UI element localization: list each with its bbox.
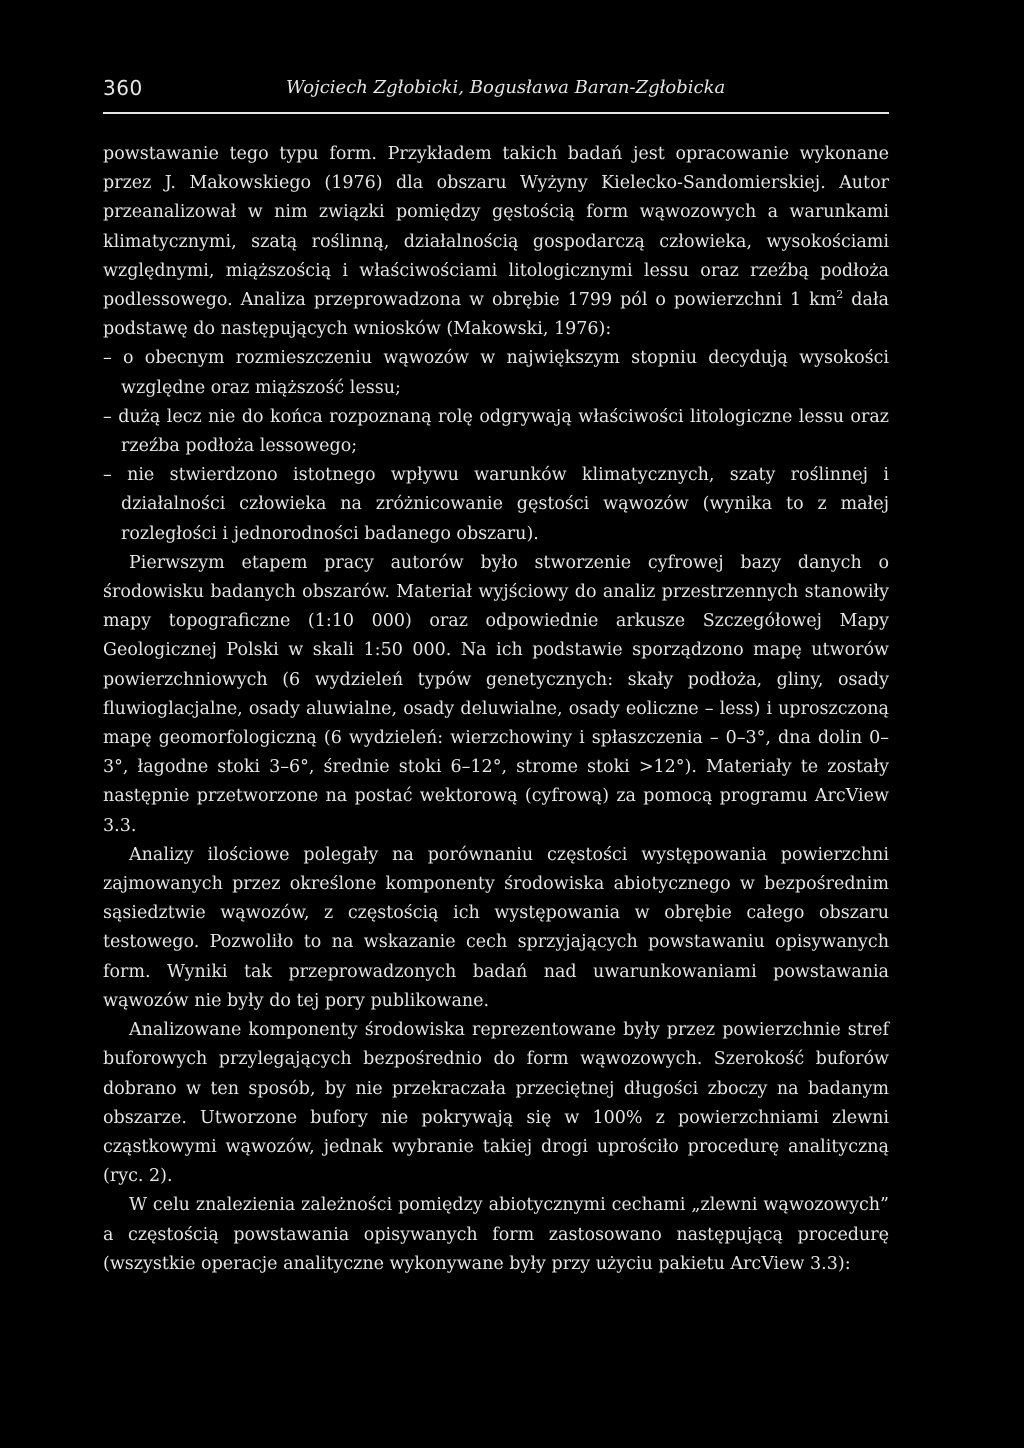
body-text [103,140,889,1279]
paragraph-1-text: powstawanie tego typu form. Przykładem takich badań jest opracowanie wykonane przez J. Makowskiego (1976) dla obszaru Wyżyny Kielecko-Sandomierskiej. Autor przeanalizował w nim związki pomiędzy gęstością form wąwozowych a warunkami klimatycznymi, szatą roślinną, działalnością gospodarczą człowieka, wysokościami względnymi, miąższością i właściwościami litologicznymi lessu oraz rzeźbą podłoża podlessowego. Analiza przeprowadzona w obrębie 1799 pól o powierzchni 1 km [103,144,889,311]
page [103,72,889,1279]
paragraph-1 [103,140,889,344]
paragraph-3: Analizy ilościowe polegały na porównaniu częstości występowania powierzchni zajmowanych przez określone komponenty środowiska abiotycznego w bezpośrednim sąsiedztwie wąwozów, z częstością ich występowania w obrębie całego obszaru testowego. Pozwoliło to na wskazanie cech sprzyjających powstawaniu opisywanych form. Wyniki tak przeprowadzonych badań nad uwarunkowaniami powstawania wąwozów nie były do tej pory publikowane. [103,844,889,1011]
list-item: – dużą lecz nie do końca rozpoznaną rolę odgrywają właściwości litologiczne lessu oraz rzeźba podłoża lessowego; [103,406,889,457]
list-item: – o obecnym rozmieszczeniu wąwozów w największym stopniu decydują wysokości względne oraz miąższość lessu; [103,348,889,398]
running-head [103,72,889,104]
conclusions-list [103,344,889,548]
list-item: – nie stwierdzono istotnego wpływu warunków klimatycznych, szaty roślinnej i działalności człowieka na zróżnicowanie gęstości wąwozów (wynika to z małej rozległości i jednorodności badanego obszaru). [103,465,889,544]
superscript-2: 2 [836,288,844,302]
paragraph-4: Analizowane komponenty środowiska reprezentowane były przez powierzchnie stref buforowych przylegających bezpośrednio do form wąwozowych. Szerokość buforów dobrano w ten sposób, by nie przekraczała przeciętnej długości zboczy na badanym obszarze. Utworzone bufory nie pokrywają się w 100% z powierzchniami zlewni cząstkowymi wąwozów, jednak wybranie takiej drogi uprościło procedurę analityczną (ryc. 2). [103,1020,889,1187]
page-number: 360 [103,76,143,100]
running-head-authors: Wojciech Zgłobicki, Bogusława Baran-Zgłobicka [286,77,726,98]
paragraph-5: W celu znalezienia zależności pomiędzy abiotycznymi cechami „zlewni wąwozowych” a częstością powstawania opisywanych form zastosowano następującą procedurę (wszystkie operacje analityczne wykonywane były przy użyciu pakietu ArcView 3.3): [103,1195,889,1274]
paragraph-1-text-end: dała podstawę do następujących wniosków (Makowski, 1976): [103,290,889,340]
paragraph-2: Pierwszym etapem pracy autorów było stworzenie cyfrowej bazy danych o środowisku badanych obszarów. Materiał wyjściowy do analiz przestrzennych stanowiły mapy topograficzne (1:10 000) oraz odpowiednie arkusze Szczegółowej Mapy Geologicznej Polski w skali 1:50 000. Na ich podstawie sporządzono mapę utworów powierzchniowych (6 wydzieleń typów genetycznych: skały podłoża, gliny, osady fluwioglacjalne, osady aluwialne, osady deluwialne, osady eoliczne – less) i uproszczoną mapę geomorfologiczną (6 wydzieleń: wierzchowiny i spłaszczenia – 0–3°, dna dolin 0–3°, łagodne stoki 3–6°, średnie stoki 6–12°, strome stoki >12°). Materiały te zostały następnie przetworzone na postać wektorową (cyfrową) za pomocą programu ArcView 3.3. [103,552,889,836]
header-rule [103,112,889,114]
